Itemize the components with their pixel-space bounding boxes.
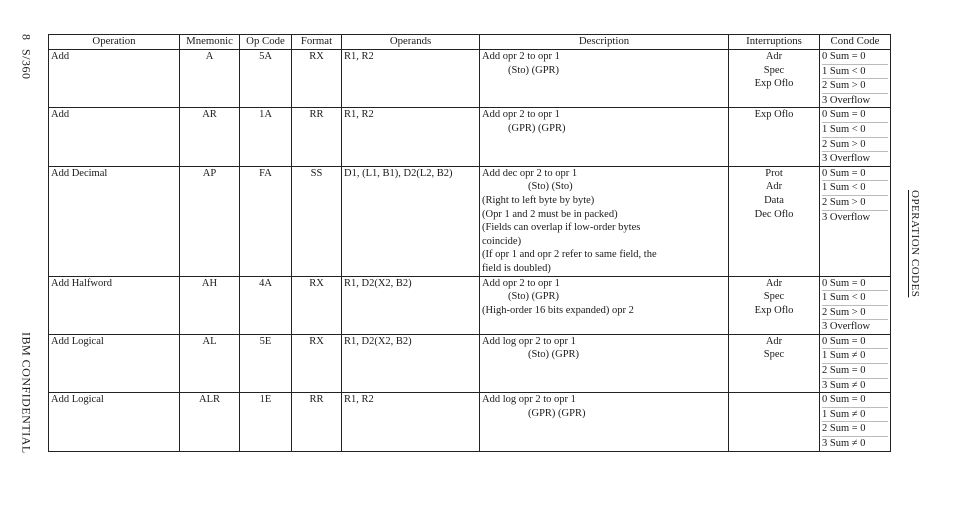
interruption-item: Exp Oflo: [754, 109, 794, 121]
cond-code-item: 1 Sum ≠ 0: [822, 349, 888, 364]
description-line: (GPR) (GPR): [508, 122, 566, 134]
table-row: [49, 108, 891, 166]
cond-code-item: 0 Sum = 0: [822, 335, 888, 350]
operands-cell: R1, D2(X2, B2): [342, 334, 480, 392]
header-operation: Operation: [49, 35, 180, 50]
description-line: Add opr 2 to opr 1: [482, 51, 560, 62]
cond-code-item: 3 Overflow: [822, 153, 871, 165]
operands-cell: R1, R2: [342, 50, 480, 108]
description-line: (Sto) (GPR): [508, 291, 560, 303]
description-line: (Fields can overlap if low-order bytes: [482, 222, 641, 234]
interruption-item: Exp Oflo: [754, 78, 794, 90]
page-header: [19, 34, 34, 79]
cond-code-item: 0 Sum = 0: [822, 50, 888, 65]
cond-code-item: 3 Sum ≠ 0: [822, 379, 866, 391]
cond-code-item: 2 Sum > 0: [822, 138, 888, 153]
cond-code-item: 1 Sum < 0: [822, 181, 888, 196]
cond-code-item: 2 Sum > 0: [822, 196, 888, 211]
operands-cell: D1, (L1, B1), D2(L2, B2): [342, 166, 480, 276]
right-margin: [905, 190, 925, 300]
confidential-label: IBM CONFIDENTIAL: [19, 332, 34, 454]
table-row: [49, 334, 891, 392]
opcode-cell: 5A: [240, 50, 292, 108]
mnemonic-cell: AH: [180, 276, 240, 334]
description-line: (Sto) (GPR): [528, 349, 580, 361]
interruption-item: Adr: [765, 51, 783, 62]
interruptions-cell: [729, 50, 820, 108]
operation-cell: Add Decimal: [49, 166, 180, 276]
operation-cell: Add Logical: [49, 334, 180, 392]
interruption-item: Adr: [765, 181, 783, 193]
description-cell: [480, 166, 729, 276]
cond-code-item: 1 Sum < 0: [822, 65, 888, 80]
operation-cell: Add: [49, 108, 180, 166]
mnemonic-cell: A: [180, 50, 240, 108]
format-cell: RR: [292, 108, 342, 166]
mnemonic-cell: AL: [180, 334, 240, 392]
table-row: [49, 50, 891, 108]
page-number: 8: [19, 34, 34, 41]
interruptions-cell: [729, 334, 820, 392]
format-cell: RX: [292, 276, 342, 334]
description-cell: [480, 276, 729, 334]
interruptions-cell: [729, 166, 820, 276]
opcode-cell: 5E: [240, 334, 292, 392]
description-line: Add log opr 2 to opr 1: [482, 335, 576, 347]
cond-code-cell: [820, 276, 891, 334]
interruptions-cell: [729, 276, 820, 334]
left-margin: [16, 34, 36, 454]
description-cell: [480, 334, 729, 392]
description-line: (Sto) (GPR): [508, 64, 560, 76]
cond-code-item: 2 Sum = 0: [822, 422, 888, 437]
format-cell: SS: [292, 166, 342, 276]
operation-codes-table: [48, 34, 891, 452]
cond-code-item: 0 Sum = 0: [822, 108, 888, 123]
opcode-cell: 4A: [240, 276, 292, 334]
table-row: [49, 166, 891, 276]
description-line: Add opr 2 to opr 1: [482, 277, 560, 289]
header-cond-code: Cond Code: [820, 35, 891, 50]
header-description: Description: [480, 35, 729, 50]
opcode-cell: FA: [240, 166, 292, 276]
description-line: Add dec opr 2 to opr 1: [482, 167, 578, 179]
description-line: (Opr 1 and 2 must be in packed): [482, 208, 618, 220]
table-row: [49, 276, 891, 334]
cond-code-cell: [820, 166, 891, 276]
description-line: (If opr 1 and opr 2 refer to same field, the: [482, 249, 657, 261]
interruptions-cell: [729, 393, 820, 451]
operands-cell: R1, R2: [342, 108, 480, 166]
cond-code-cell: [820, 108, 891, 166]
format-cell: RR: [292, 393, 342, 451]
cond-code-item: 2 Sum > 0: [822, 79, 888, 94]
operands-cell: R1, D2(X2, B2): [342, 276, 480, 334]
description-line: (Right to left byte by byte): [482, 194, 595, 206]
cond-code-cell: [820, 334, 891, 392]
cond-code-item: 3 Overflow: [822, 211, 871, 223]
operation-cell: Add: [49, 50, 180, 108]
table-header-row: [49, 35, 891, 50]
description-cell: [480, 393, 729, 451]
cond-code-item: 1 Sum < 0: [822, 123, 888, 138]
interruption-item: Adr: [765, 335, 783, 347]
format-cell: RX: [292, 334, 342, 392]
cond-code-cell: [820, 393, 891, 451]
header-interruptions: Interruptions: [729, 35, 820, 50]
description-cell: [480, 108, 729, 166]
description-cell: [480, 50, 729, 108]
header-opcode: Op Code: [240, 35, 292, 50]
operation-cell: Add Logical: [49, 393, 180, 451]
description-line: Add log opr 2 to opr 1: [482, 394, 576, 406]
cond-code-item: 0 Sum = 0: [822, 393, 888, 408]
series-label: S/360: [19, 48, 34, 80]
opcode-cell: 1A: [240, 108, 292, 166]
description-line: Add opr 2 to opr 1: [482, 109, 560, 121]
interruption-item: Exp Oflo: [754, 304, 794, 316]
interruption-item: Data: [764, 194, 784, 206]
cond-code-item: 2 Sum > 0: [822, 306, 888, 321]
header-operands: Operands: [342, 35, 480, 50]
section-label: OPERATION CODES: [909, 190, 921, 298]
mnemonic-cell: AP: [180, 166, 240, 276]
cond-code-item: 0 Sum = 0: [822, 277, 888, 292]
description-line: (High-order 16 bits expanded) opr 2: [482, 304, 634, 316]
cond-code-item: 3 Overflow: [822, 94, 871, 106]
header-format: Format: [292, 35, 342, 50]
table-body: [49, 50, 891, 452]
cond-code-cell: [820, 50, 891, 108]
cond-code-item: 3 Sum ≠ 0: [822, 438, 866, 450]
interruption-item: Spec: [763, 291, 785, 303]
format-cell: RX: [292, 50, 342, 108]
mnemonic-cell: AR: [180, 108, 240, 166]
interruption-item: Dec Oflo: [754, 208, 794, 220]
interruption-item: Spec: [763, 64, 785, 76]
interruption-item: Spec: [763, 349, 785, 361]
description-line: (GPR) (GPR): [528, 407, 586, 419]
description-line: field is doubled): [482, 262, 551, 274]
operands-cell: R1, R2: [342, 393, 480, 451]
opcode-cell: 1E: [240, 393, 292, 451]
mnemonic-cell: ALR: [180, 393, 240, 451]
interruption-item: Adr: [765, 277, 783, 289]
cond-code-item: 0 Sum = 0: [822, 167, 888, 182]
cond-code-item: 1 Sum < 0: [822, 291, 888, 306]
interruptions-cell: [729, 108, 820, 166]
cond-code-item: 3 Overflow: [822, 321, 871, 333]
cond-code-item: 1 Sum ≠ 0: [822, 408, 888, 423]
cond-code-item: 2 Sum = 0: [822, 364, 888, 379]
description-line: coincide): [482, 235, 522, 247]
header-mnemonic: Mnemonic: [180, 35, 240, 50]
interruption-item: Prot: [765, 167, 783, 179]
description-line: (Sto) (Sto): [528, 181, 573, 193]
table-row: [49, 393, 891, 451]
operation-cell: Add Halfword: [49, 276, 180, 334]
